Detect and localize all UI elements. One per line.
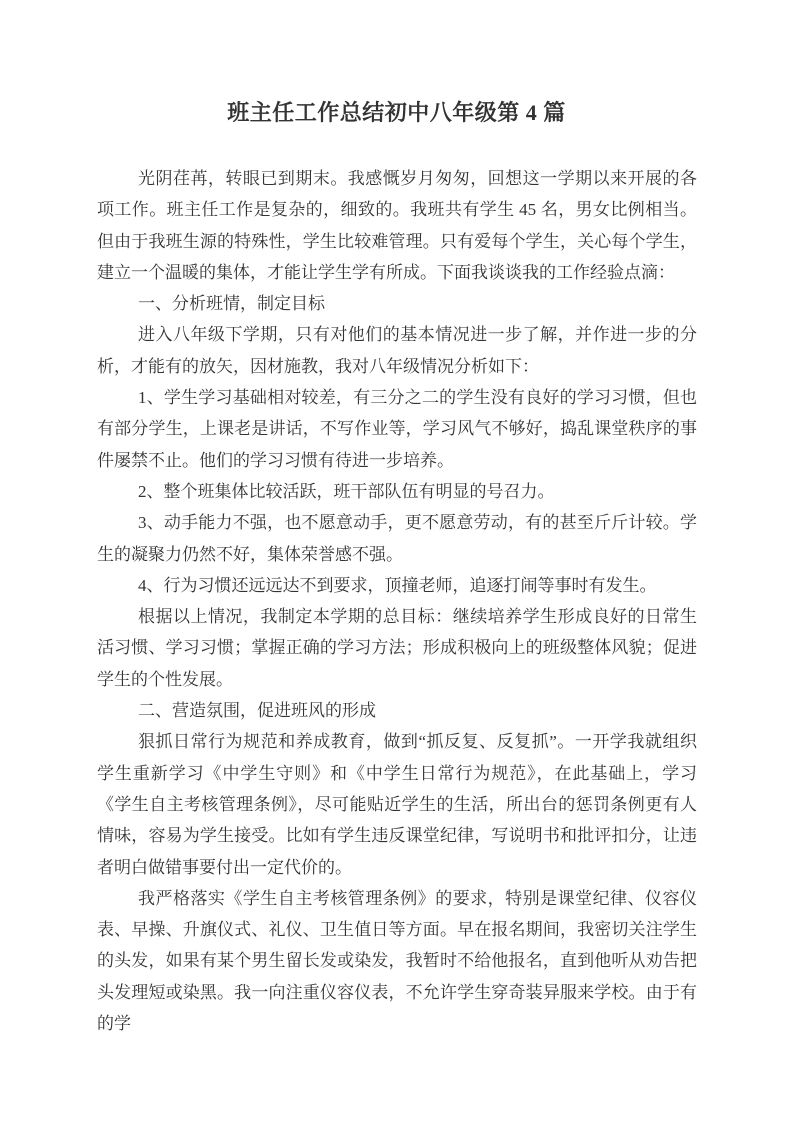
list-item-4: 4、行为习惯还远远达不到要求，顶撞老师，追逐打闹等事时有发生。 — [138, 575, 657, 595]
document-title: 班主任工作总结初中八年级第 4 篇 — [227, 100, 566, 125]
list-item-1: 1、学生学习基础相对较差，有三分之二的学生没有良好的学习习惯，但也有部分学生，上课老是讲话，不写作业等，学习风气不够好，捣乱课堂秩序的事件屡禁不止。他们的学习习惯有待进一步培养。 — [97, 388, 697, 470]
section-heading-1: 一、分析班情，制定目标 — [138, 294, 325, 314]
paragraph: 狠抓日常行为规范和养成教育，做到“抓反复、反复抓”。一开学我就组织学生重新学习《中学生守则》和《中学生日常行为规范》，在此基础上，学习《学生自主考核管理条例》，尽可能贴近学生的生活，所出台的惩罚条例更有人情味，容易为学生接受。比如有学生违反课堂纪律，写说明书和批评扣分，让违者明白做错事要付出一定代价的。 — [97, 732, 697, 877]
document-body — [97, 163, 697, 1039]
paragraph-goals: 根据以上情况，我制定本学期的总目标：继续培养学生形成良好的日常生活习惯、学习习惯；掌握正确的学习方法；形成积极向上的班级整体风貌；促进学生的个性发展。 — [97, 607, 697, 689]
section-heading-2: 二、营造氛围，促进班风的形成 — [138, 701, 376, 721]
paragraph-intro: 光阴荏苒，转眼已到期末。我感慨岁月匆匆，回想这一学期以来开展的各项工作。班主任工作是复杂的，细致的。我班共有学生 45 名，男女比例相当。但由于我班生源的特殊性，学生比较难管理。只有爱每个学生，关心每个学生，建立一个温暖的集体，才能让学生学有所成。下面我谈谈我的工作经验点滴： — [97, 169, 697, 282]
list-item-2: 2、整个班集体比较活跃，班干部队伍有明显的号召力。 — [138, 481, 555, 501]
paragraph: 进入八年级下学期，只有对他们的基本情况进一步了解，并作进一步的分析，才能有的放矢，因材施教，我对八年级情况分析如下： — [97, 325, 697, 376]
paragraph: 我严格落实《学生自主考核管理条例》的要求，特别是课堂纪律、仪容仪表、早操、升旗仪式、礼仪、卫生值日等方面。早在报名期间，我密切关注学生的头发，如果有某个男生留长发或染发，我暂时不给他报名，直到他听从劝告把头发理短或染黑。我一向注重仪容仪表，不允许学生穿奇装异服来学校。由于有的学 — [97, 888, 697, 1034]
list-item-3: 3、动手能力不强，也不愿意动手，更不愿意劳动，有的甚至斤斤计较。学生的凝聚力仍然不好，集体荣誉感不强。 — [97, 513, 697, 564]
